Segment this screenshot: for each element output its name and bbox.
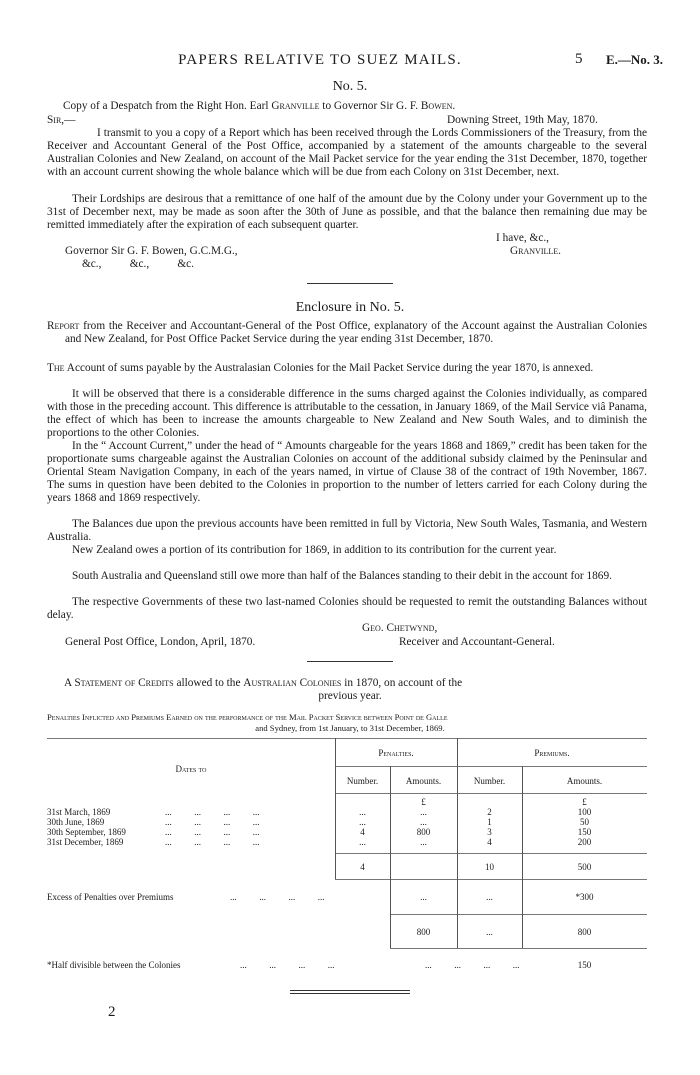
table-divider-prem-num — [522, 766, 523, 948]
row-penalty-number: ... — [359, 817, 366, 827]
statement-title-line-2: previous year. — [318, 690, 382, 702]
running-header-title: PAPERS RELATIVE TO SUEZ MAILS. — [178, 52, 462, 68]
despatch-signature: Granville. — [510, 245, 561, 257]
row-premium-amount: 200 — [577, 837, 592, 847]
enclosure-signatory-title: Receiver and Accountant-General. — [399, 636, 555, 648]
excess-value: *300 — [575, 892, 594, 902]
enclosure-place-date: General Post Office, London, April, 1870. — [65, 636, 256, 648]
row-date: 30th June, 1869 — [47, 817, 105, 827]
row-penalty-amount: ... — [420, 837, 427, 847]
sum-penalties: 800 — [416, 927, 431, 937]
end-rule — [290, 990, 410, 991]
half-divisible-label: *Half divisible between the Colonies — [47, 960, 181, 970]
excess-leader: ... ... ... ... — [230, 892, 325, 902]
row-leader: ... ... ... ... — [165, 817, 260, 827]
table-header-rule — [335, 793, 647, 794]
row-leader: ... ... ... ... — [165, 827, 260, 837]
table-top-rule — [47, 738, 647, 739]
salutation: Sir,— — [47, 114, 76, 126]
half-divisible-leader-2: ... ... ... ... — [425, 960, 520, 970]
total-premium-amount: 500 — [577, 862, 592, 872]
sum-premiums: 800 — [577, 927, 592, 937]
despatch-place-date: Downing Street, 19th May, 1870. — [447, 114, 598, 126]
enclosure-heading: Enclosure in No. 5. — [295, 300, 405, 315]
currency-symbol-premiums: £ — [582, 797, 587, 807]
sum-premium-dots: ... — [486, 927, 493, 937]
currency-symbol-penalties: £ — [421, 797, 426, 807]
row-penalty-amount: 800 — [416, 827, 431, 837]
enclosure-paragraph-2: It will be observed that there is a considerable difference in the sums charged against the Colonies individually, as compared with those in the preceding account. This difference is attributable to the cessation, in January 1869, of the Mail Service viâ Panama, the effect of which has been to increase the amounts chargeable to New Zealand and New South Wales, and to diminish the proportions to the other Colonies. — [47, 388, 647, 439]
row-premium-number: 4 — [487, 837, 492, 847]
despatch-addressee: Governor Sir G. F. Bowen, G.C.M.G., — [65, 245, 238, 257]
table-totals-bottom-rule — [335, 879, 647, 880]
section-divider — [307, 283, 393, 284]
half-divisible-leader: ... ... ... ... — [240, 960, 335, 970]
table-subheader-rule — [335, 766, 647, 767]
end-rule-2 — [290, 993, 410, 994]
total-penalty-number: 4 — [360, 862, 365, 872]
column-header-dates: Dates to — [175, 764, 207, 774]
excess-label: Excess of Penalties over Premiums — [47, 892, 174, 902]
document-reference: E.—No. 3. — [606, 52, 664, 67]
statement-subtitle-line-1: Penalties Inflicted and Premiums Earned on the performance of the Mail Packet Service between Point de Galle — [47, 712, 448, 722]
despatch-title: Copy of a Despatch from the Right Hon. Earl Granville to Governor Sir G. F. Bowen. — [63, 100, 456, 112]
table-totals-rule — [335, 853, 647, 854]
excess-penalty-dots: ... — [420, 892, 427, 902]
row-leader: ... ... ... ... — [165, 837, 260, 847]
row-date: 30th September, 1869 — [47, 827, 126, 837]
enclosure-signatory: Geo. Chetwynd, — [362, 622, 438, 634]
row-premium-amount: 50 — [580, 817, 589, 827]
row-premium-number: 3 — [487, 827, 492, 837]
table-divider-pen-num — [390, 766, 391, 948]
report-title: Report from the Receiver and Accountant-General of the Post Office, explanatory of the Account against the Australian Colonies and New Zealand, for Post Office Packet Service during the year ending 31st December, 1870. — [47, 320, 647, 345]
row-date: 31st March, 1869 — [47, 807, 111, 817]
column-header-premiums: Premiums. — [534, 748, 570, 758]
column-header-premiums-number: Number. — [473, 776, 506, 786]
despatch-paragraph-2: Their Lordships are desirous that a remittance of one half of the amount due by the Colony under your Government up to the 31st of December next, may be made as soon after the 30th of June as possible, and that the balance then remaining due may be remitted immediately after the expiration of each subsequent quarter. — [47, 193, 647, 231]
total-premium-number: 10 — [485, 862, 494, 872]
enclosure-paragraph-5: New Zealand owes a portion of its contribution for 1869, in addition to its contribution for the current year. — [72, 544, 557, 556]
enclosure-paragraph-7: The respective Governments of these two last-named Colonies should be requested to remit the outstanding Balances without delay. — [47, 596, 647, 621]
page-number: 5 — [575, 51, 583, 67]
statement-title: A Statement of Credits allowed to the Australian Colonies in 1870, on account of the — [64, 677, 463, 689]
column-header-penalties: Penalties. — [378, 748, 414, 758]
enclosure-paragraph-3: In the “ Account Current,” under the head of “ Amounts chargeable for the years 1868 and 1869,” credit has been taken for the proportionate sums chargeable against the Australian Colonies on account of the additional subsidy claimed by the Peninsular and Oriental Steam Navigation Company, in each of the years named, in virtue of Clause 38 of the contract of 19th November, 1867. The sums in question have been debited to the Colonies in proportion to the number of letters carried for each Colony during the years 1868 and 1869 respectively. — [47, 440, 647, 504]
row-leader: ... ... ... ... — [165, 807, 260, 817]
row-penalty-amount: ... — [420, 817, 427, 827]
enclosure-paragraph-4: The Balances due upon the previous accounts have been remitted in full by Victoria, New South Wales, Tasmania, and Western Australia. — [47, 518, 647, 543]
section-divider-2 — [307, 661, 393, 662]
despatch-etc: &c., &c., &c. — [82, 258, 195, 270]
enclosure-paragraph-1: The Account of sums payable by the Australasian Colonies for the Mail Packet Service during the year 1870, is annexed. — [47, 362, 594, 374]
despatch-paragraph-1: I transmit to you a copy of a Report which has been received through the Lords Commissioners of the Treasury, from the Receiver and Accountant General of the Post Office, accompanied by a statement of the amounts chargeable to the several Australian Colonies and New Zealand, on account of the Mail Packet service for the year ending the 31st December, 1870, together with an account current showing the whole balance which will be due from each Colony on 31st December, next. — [47, 127, 647, 178]
row-premium-amount: 150 — [577, 827, 592, 837]
column-header-penalties-number: Number. — [346, 776, 379, 786]
table-sum-top-rule — [390, 914, 647, 915]
row-premium-number: 2 — [487, 807, 492, 817]
column-header-penalties-amounts: Amounts. — [405, 776, 442, 786]
enclosure-paragraph-6: South Australia and Queensland still owe more than half of the Balances standing to their debit in the account for 1869. — [72, 570, 612, 582]
half-divisible-value: 150 — [577, 960, 592, 970]
row-penalty-amount: ... — [420, 807, 427, 817]
signature-mark: 2 — [108, 1004, 116, 1020]
despatch-number: No. 5. — [332, 79, 368, 94]
despatch-closing: I have, &c., — [496, 232, 550, 244]
row-penalty-number: ... — [359, 807, 366, 817]
column-header-premiums-amounts: Amounts. — [566, 776, 603, 786]
excess-premium-dots: ... — [486, 892, 493, 902]
row-penalty-number: ... — [359, 837, 366, 847]
table-sum-bottom-rule — [390, 948, 647, 949]
row-premium-number: 1 — [487, 817, 492, 827]
statement-subtitle-line-2: and Sydney, from 1st January, to 31st December, 1869. — [255, 723, 445, 733]
row-penalty-number: 4 — [360, 827, 365, 837]
row-premium-amount: 100 — [577, 807, 592, 817]
row-date: 31st December, 1869 — [47, 837, 124, 847]
